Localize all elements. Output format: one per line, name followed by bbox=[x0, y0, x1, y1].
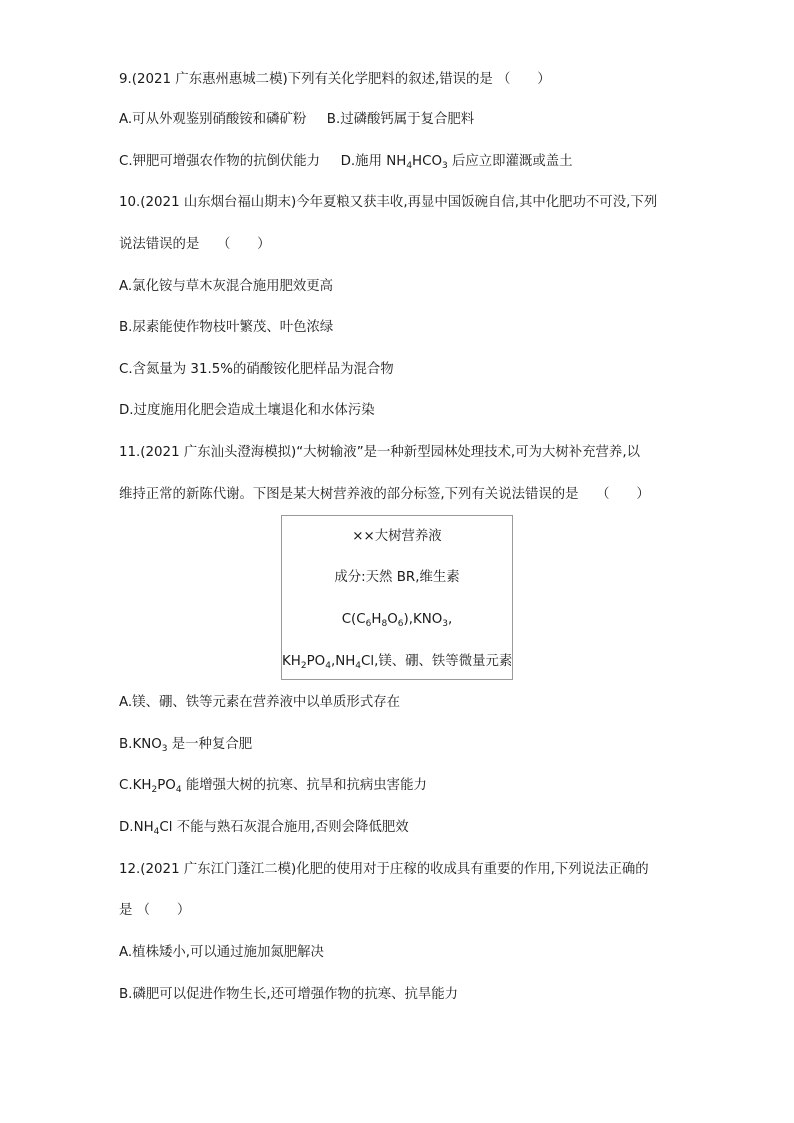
q10-option-b: B.尿素能使作物枝叶繁茂、叶色浓绿 bbox=[119, 320, 334, 335]
q9-stem: 9.(2021 广东惠州惠城二模)下列有关化学肥料的叙述,错误的是 （ ） bbox=[119, 72, 551, 87]
q10-option-c: C.含氮量为 31.5%的硝酸铵化肥样品为混合物 bbox=[119, 362, 394, 377]
q10-option-d: D.过度施用化肥会造成土壤退化和水体污染 bbox=[119, 403, 375, 418]
q10-option-a: A.氯化铵与草木灰混合施用肥效更高 bbox=[119, 279, 334, 294]
label-ingredients-line3: $KH_2PO_4,NH_4Cl$,镁、硼、铁等微量元素 bbox=[282, 654, 513, 671]
label-title: ××大树营养液 bbox=[352, 529, 442, 544]
q10-stem-line2: 说法错误的是 （ ） bbox=[119, 237, 271, 252]
q12-option-b: B.磷肥可以促进作物生长,还可增强作物的抗寒、抗旱能力 bbox=[119, 987, 459, 1002]
q9-option-d: D.施用 $NH_4HCO_3$ 后应立即灌溉或盖土 bbox=[340, 154, 573, 171]
q12-option-a: A.植株矮小,可以通过施加氮肥解决 bbox=[119, 945, 324, 960]
q11-option-c: $C.KH_2PO_4$ 能增强大树的抗寒、抗旱和抗病虫害能力 bbox=[119, 778, 427, 795]
q11-stem-line1: 11.(2021 广东汕头澄海模拟)“大树输液”是一种新型园林处理技术,可为大树补充营养,以 bbox=[119, 445, 640, 460]
q12-stem-line1: 12.(2021 广东江门蓬江二模)化肥的使用对于庄稼的收成具有重要的作用,下列说法正确的 bbox=[119, 862, 649, 877]
q9-option-c: C.钾肥可增强农作物的抗倒伏能力 bbox=[119, 154, 321, 169]
q9-options-ab bbox=[119, 110, 474, 130]
q9-options-cd bbox=[119, 152, 573, 172]
q9-option-a: A.可从外观鉴别硝酸铵和磷矿粉 bbox=[119, 112, 307, 127]
q11-option-b: $B.KNO_3$ 是一种复合肥 bbox=[119, 737, 253, 754]
q11-option-d: $D.NH_4Cl$ 不能与熟石灰混合施用,否则会降低肥效 bbox=[119, 820, 409, 837]
label-ingredients-line1: 成分:天然 BR,维生素 bbox=[334, 570, 460, 585]
q12-stem-line2: 是 （ ） bbox=[119, 903, 191, 918]
q9-option-b: B.过磷酸钙属于复合肥料 bbox=[326, 112, 475, 127]
q10-stem-line1: 10.(2021 山东烟台福山期末)今年夏粮又获丰收,再显中国饭碗自信,其中化肥功不可没,下列 bbox=[119, 195, 658, 210]
q11-option-a: A.镁、硼、铁等元素在营养液中以单质形式存在 bbox=[119, 695, 400, 710]
label-ingredients-line2: $C(C_6H_8O_6),KNO_3$, bbox=[341, 612, 453, 629]
q11-stem-line2: 维持正常的新陈代谢。下图是某大树营养液的部分标签,下列有关说法错误的是 （ ） bbox=[119, 487, 650, 502]
nutrient-label-box bbox=[281, 515, 513, 680]
